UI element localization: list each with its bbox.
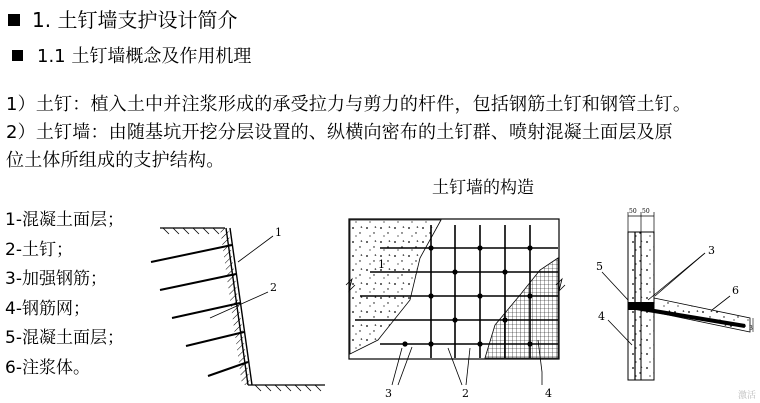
elevation-label-1: 1 <box>378 258 385 271</box>
detail-label-4: 4 <box>598 310 605 323</box>
soil-nail-line <box>160 274 236 290</box>
definition-nail-wall-line1: 2）土钉墙：由随基坑开挖分层设置的、纵横向密布的土钉群、喷射混凝土面层及原 <box>6 122 673 143</box>
detail-label-3: 3 <box>708 244 715 257</box>
definition-nail-wall-line2: 位土体所组成的支护结构。 <box>6 150 225 171</box>
elevation-diagram <box>346 219 565 400</box>
figure-caption: 土钉墙的构造 <box>432 178 534 198</box>
elevation-label-3: 3 <box>385 387 392 400</box>
section-heading-text: 1. 土钉墙支护设计简介 <box>32 8 238 32</box>
detail-label-6: 6 <box>732 284 739 297</box>
legend-item: 1-混凝土面层； <box>5 210 124 230</box>
detail-dim-right: 50 <box>642 208 650 215</box>
legend-item: 3-加强钢筋； <box>5 269 107 289</box>
section-label-2: 2 <box>270 281 277 294</box>
watermark-text: 激活 <box>738 391 757 401</box>
elevation-label-2: 2 <box>462 387 469 400</box>
legend-item: 5-混凝土面层； <box>5 328 124 348</box>
detail-label-5: 5 <box>596 260 603 273</box>
legend-item: 2-土钉； <box>5 239 73 260</box>
soil-nail-line <box>186 332 244 346</box>
legend-item: 6-注浆体。 <box>5 357 90 378</box>
section-label-1: 1 <box>275 226 282 239</box>
soil-nail-line <box>151 245 232 262</box>
section-diagram <box>151 226 325 391</box>
detail-dim-end: 3 <box>749 325 753 332</box>
definition-soil-nail: 1）土钉：植入土中并注浆形成的承受拉力与剪力的杆件，包括钢筋土钉和钢管土钉。 <box>6 94 692 115</box>
elevation-label-4: 4 <box>545 387 552 400</box>
legend-item: 4-钢筋网； <box>5 298 90 319</box>
subsection-heading-text: 1.1 土钉墙概念及作用机理 <box>37 46 252 67</box>
detail-dim-left: 50 <box>629 208 637 215</box>
detail-diagram <box>596 208 753 380</box>
soil-nail-line <box>172 303 240 318</box>
